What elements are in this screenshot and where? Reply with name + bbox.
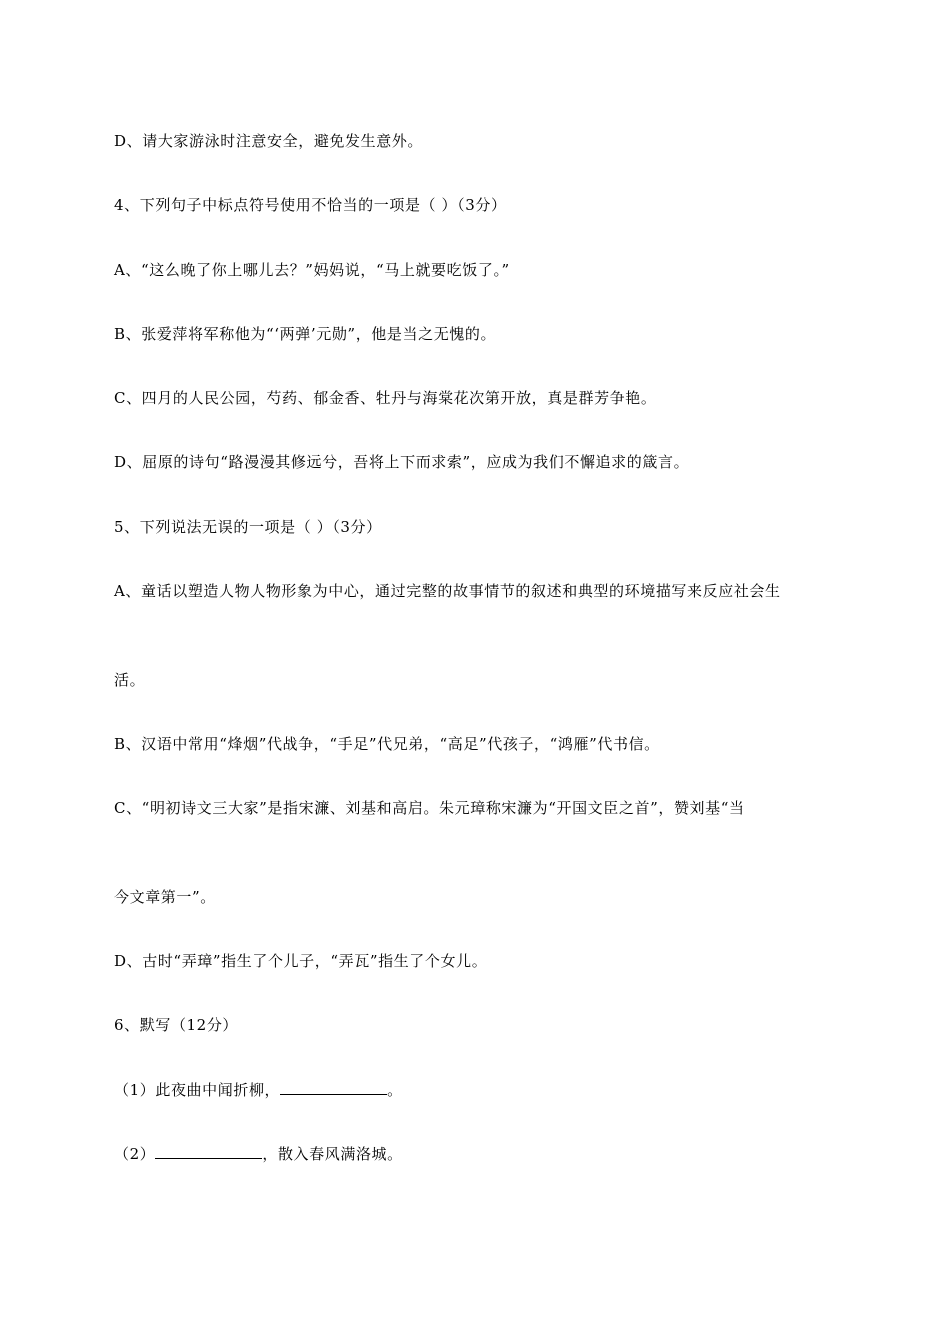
dictation-item-1-prefix: （1）此夜曲中闻折柳， — [114, 1081, 281, 1099]
option-a-q5: A、童话以塑造人物人物形象为中心，通过完整的故事情节的叙述和典型的环境描写来反应社会生 — [114, 582, 781, 600]
dictation-item-1 — [114, 1080, 403, 1100]
option-b-q4: B、张爱萍将军称他为“‘两弹’元勋”，他是当之无愧的。 — [114, 325, 497, 343]
option-a-q5-continued: 活。 — [114, 671, 146, 689]
dictation-item-2-suffix: ，散入春风满洛城。 — [262, 1145, 403, 1163]
option-c-q4: C、四月的人民公园，芍药、郁金香、牡丹与海棠花次第开放，真是群芳争艳。 — [114, 389, 657, 407]
option-a-q4: A、“这么晚了你上哪儿去？”妈妈说，“马上就要吃饭了。” — [114, 261, 510, 279]
option-d-q4: D、屈原的诗句“路漫漫其修远兮，吾将上下而求索”，应成为我们不懈追求的箴言。 — [114, 453, 690, 471]
question-6: 6、默写（12分） — [114, 1016, 239, 1034]
dictation-item-2-prefix: （2） — [114, 1145, 156, 1163]
option-d-q5: D、古时“弄璋”指生了个儿子，“弄瓦”指生了个女儿。 — [114, 952, 488, 970]
option-d-q3: D、请大家游泳时注意安全，避免发生意外。 — [114, 132, 424, 150]
dictation-blank-2[interactable] — [155, 1144, 262, 1159]
dictation-blank-1[interactable] — [280, 1080, 387, 1095]
option-c-q5: C、“明初诗文三大家”是指宋濂、刘基和高启。朱元璋称宋濂为“开国文臣之首”，赞刘基“当 — [114, 799, 745, 817]
question-5: 5、下列说法无误的一项是（ ）（3分） — [114, 518, 382, 536]
question-4: 4、下列句子中标点符号使用不恰当的一项是（ ）（3分） — [114, 196, 507, 214]
dictation-item-2 — [114, 1144, 403, 1164]
option-b-q5: B、汉语中常用“烽烟”代战争，“手足”代兄弟，“高足”代孩子，“鸿雁”代书信。 — [114, 735, 660, 753]
dictation-item-1-suffix: 。 — [387, 1081, 403, 1099]
option-c-q5-continued: 今文章第一”。 — [114, 888, 216, 906]
